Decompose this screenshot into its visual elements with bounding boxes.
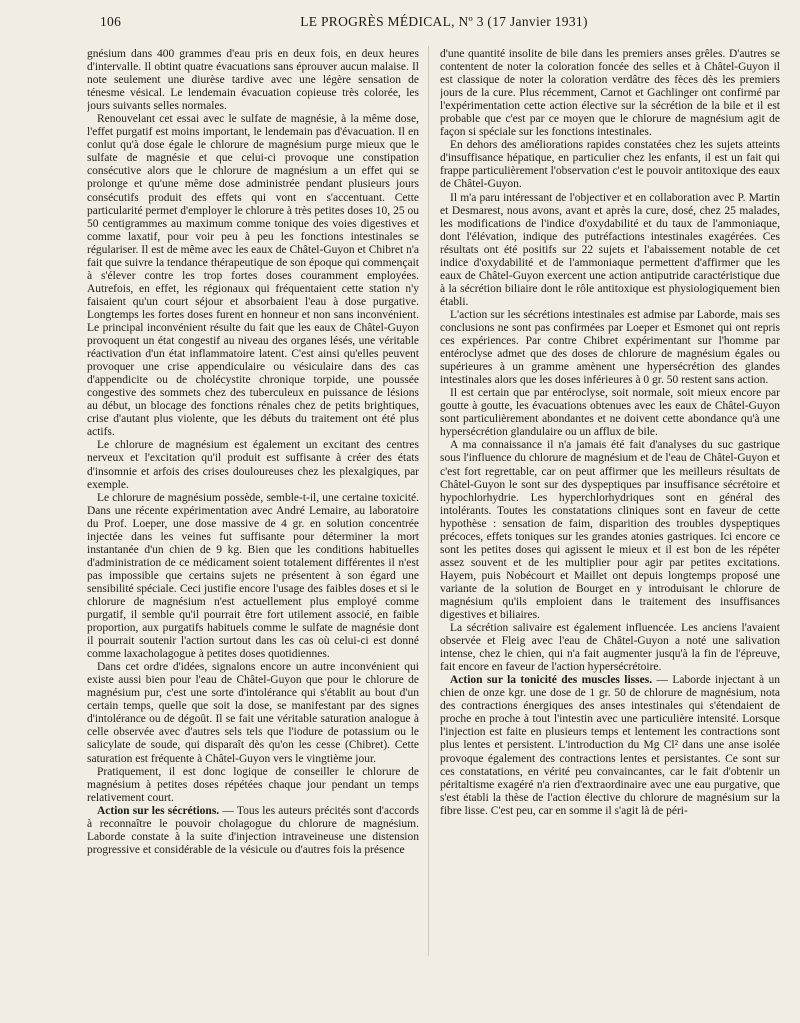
paragraph: A ma connaissance il n'a jamais été fait d'analyses du suc gastrique sous l'influence du chlorure de magnésium et de l'eau de Châtel-Guyon et c'est fort regrettable, car on peut affirmer que les meilleurs résultats de Châtel-Guyon le sont sur des dyspeptiques par insuffisance sécrétoire et hypochlorhydrie. Les hyperchlorhydriques sont en général des intolérants. Toutes les constatations cliniques sont en faveur de cette hypothèse : sensation de faim, disparition des troubles dyspeptiques précoces, effets toniques sur les grandes atonies gastriques. Ici encore ce sont les petites doses qui agissent le mieux et il est bon de les répéter assez souvent et de les multiplier pour agir par petites excitations. Hayem, puis Nobécourt et Maillet ont depuis longtemps proposé une variante de la solution de Bourget en y introduisant le chlorure de magnésium qu'ils emploient dans le traitement des insuffisances digestives et biliaires. xyxy=(440,439,780,622)
section-paragraph xyxy=(87,805,419,857)
paragraph: Pratiquement, il est donc logique de conseiller le chlorure de magnésium à petites doses répétées chaque jour pendant un temps relativement court. xyxy=(87,765,419,804)
paragraph: Le chlorure de magnésium est également un excitant des centres nerveux et l'excitation qu'il produit est suffisante à créer des états d'insomnie et arfois des crises douloureuses chez les plexalgiques, par exemple. xyxy=(87,439,419,491)
paragraph: La sécrétion salivaire est également influencée. Les anciens l'avaient observée et Fleig avec l'eau de Châtel-Guyon a noté une salivation intense, chez le chien, qui n'a fait augmenter jusqu'à la fin de l'épreuve, fait encore en faveur de l'action hypersécrétoire. xyxy=(440,622,780,674)
paragraph: Le chlorure de magnésium possède, semble-t-il, une certaine toxicité. Dans une récente expérimentation avec André Lemaire, au laboratoire du Prof. Loeper, une dose massive de 4 gr. en solution concentrée injectée dans les veines fut suffisante pour déterminer la mort instantanée d'un chien de 9 kg. Bien que les conditions habituelles d'administration de ce médicament soient totalement différentes il n'est pas impossible que certains sujets ne présentent à son égard une sensibilité spéciale. Ceci justifie encore l'usage des faibles doses et si le chlorure de magnésium n'est actuellement plus employé comme purgatif, il semble qu'il pourrait être fort utilement associé, en faible proportion, aux purgatifs habituels comme le sulfate de magnésie dont il pourrait soutenir l'action surtout dans les cas où celui-ci est donné comme laxacholagogue à petites doses quotidiennes. xyxy=(87,491,419,661)
section-text: — Laborde injectant à un chien de onze kgr. une dose de 1 gr. 50 de chlorure de magnésium, nota des contractions énergiques des anses intestinales qui s'étendaient de proche en proche à tout l'intestin avec une particulière intensité. Lorsque l'injection est faite en plusieurs temps et lentement les contractions sont plus lentes et persistent. L'introduction du Mg Cl² dans une anse isolée provoque également des contractions lentes et persistantes. Ce sont sur ces constatations, en vérité peu convaincantes, car le fait d'obtenir un péritaltisme exagéré n'a rien d'extraordinaire avec une eau purgative, que s'est établi la thèse de l'action élective du chlorure de magnésium sur la fibre lisse. C'est peu, car en somme il s'agit là de péri- xyxy=(440,674,780,817)
column-divider xyxy=(428,46,429,956)
section-heading: Action sur la tonicité des muscles lisses. xyxy=(450,674,653,687)
paragraph: gnésium dans 400 grammes d'eau pris en deux fois, en deux heures d'intervalle. Il obtint quatre évacuations sans éprouver aucun malaise. Il note seulement une diurèse tardive avec une légère sensation de ténesme vésical. Le lendemain évacuation copieuse très colorée, les jours suivants selles normales. xyxy=(87,48,419,113)
paragraph: En dehors des améliorations rapides constatées chez les sujets atteints d'insuffisance hépatique, en particulier chez les enfants, il est un fait qui frappe particulièrement l'observation c'est le pouvoir antitoxique des eaux de Châtel-Guyon. xyxy=(440,139,780,191)
paragraph: Il m'a paru intéressant de l'objectiver et en collaboration avec P. Martin et Desmarest, nous avons, avant et après la cure, dosé, chez 25 malades, les modifications de l'indice d'oxydabilité et du taux de l'ammoniaque, dont l'élévation, indique des putréfactions intestinales exagérées. Ces résultats ont été positifs sur 22 sujets et l'abaissement notable de cet indice d'oxydabilité et de l'ammoniaque permettent d'affirmer que les eaux de Châtel-Guyon exercent une action antiputride caractéristique due à la sécrétion biliaire dont le rôle antitoxique est physiologiquement bien établi. xyxy=(440,191,780,308)
running-header xyxy=(100,14,788,32)
paragraph: Il est certain que par entéroclyse, soit normale, soit mieux encore par goutte à goutte, les évacuations obtenues avec les eaux de Châtel-Guyon sont particulièrement abondantes et ne doivent cette abondance qu'à une hypersécrétion glandulaire ou un afflux de bile. xyxy=(440,387,780,439)
paragraph: d'une quantité insolite de bile dans les premiers anses grêles. D'autres se contentent de noter la coloration foncée des selles et à Châtel-Guyon il est classique de noter la coloration verdâtre des fèces dès les premiers jours de la cure. Plus récemment, Carnot et Gachlinger ont confirmé par l'expérimentation cette action élective sur la sécrétion de la bile et il est probable que c'est par ce moyen que le chlorure de magnésium agit de façon si spéciale sur les fonctions intestinales. xyxy=(440,48,780,139)
left-column xyxy=(87,48,419,1003)
paragraph: Dans cet ordre d'idées, signalons encore un autre inconvénient qui existe aussi bien pour l'eau de Châtel-Guyon que pour le chlorure de magnésium pur, c'est une sorte d'intolérance qui s'établit au bout d'un certain temps, quelle que soit la dose, se manifestant par des signes d'intolérance ou de dégoût. Il se fait une véritable saturation analogue à celle observée avec d'autres sels tels que l'iodure de potassium ou le salicylate de soude, qui disparaît dès qu'on les cesse (Chibret). Cette saturation est fréquente à Châtel-Guyon vers le vingtième jour. xyxy=(87,661,419,765)
section-text: — Tous les auteurs précités sont d'accords à reconnaître le pouvoir cholagogue du chlorure de magnésium. Laborde constate à la suite d'injection intraveineuse une distension progressive et considérable de la vésicule ou d'autres fois la présence xyxy=(87,804,419,856)
journal-title: LE PROGRÈS MÉDICAL, Nº 3 (17 Janvier 1931) xyxy=(300,14,588,29)
right-column xyxy=(440,48,780,1003)
section-heading: Action sur les sécrétions. xyxy=(97,804,220,817)
page-number: 106 xyxy=(100,14,122,29)
paragraph: Renouvelant cet essai avec le sulfate de magnésie, à la même dose, l'effet purgatif est moins important, le lendemain pas d'évacuation. Il en conlut qu'à dose égale le chlorure de magnésium purge mieux que le sulfate de magnésie et que celui-ci provoque une constipation consécutive alors que le chlorure de magnésium a un effet qui se prolonge et qu'une même dose administrée pendant plusieurs jours consécutifs produit des effets qui vont en s'accentuant. Cette particularité permet d'employer le chlorure à très petites doses 10, 25 ou 50 centigrammes au maximum comme tonique des voies digestives et comme laxatif, pour voir peu à peu les fonctions intestinales se régulariser. Il est de même avec les eaux de Châtel-Guyon et Chibret n'a fait que suivre la tendance thérapeutique de son époque qui commençait à s'élever contre les trop fortes doses couramment employées. Autrefois, en effet, les régionaux qui fréquentaient cette station n'y faisaient qu'un court séjour et absorbaient l'eau à dose purgative. Longtemps les fortes doses furent en honneur et non sans inconvénient. Le principal inconvénient résulte du fait que les eaux de Châtel-Guyon provoquent un état congestif au niveau des organes lésés, une véritable réactivation d'un état inflammatoire latent. C'est ainsi qu'elles peuvent provoquer une crise appendiculaire ou vésiculaire dans des cas d'appendicite ou de cholécystite chronique torpide, une poussée congestive des sommets chez des tuberculeux en puissance de lésions au début, un blocage des fonctions rénales chez de petits brightiques, crise d'autant plus violente, que les débuts du traitement ont été plus actifs. xyxy=(87,113,419,439)
paragraph: L'action sur les sécrétions intestinales est admise par Laborde, mais ses conclusions ne sont pas confirmées par Loeper et Esmonet qui ont repris ces expériences. Par contre Chibret expérimentant sur l'homme par entéroclyse admet que des doses de chlorure de magnésium égales ou supérieures à un gramme amènent une hypersécrétion des glandes intestinales alors que les doses inférieures à 0 gr. 50 restent sans action. xyxy=(440,308,780,387)
section-paragraph xyxy=(440,674,780,818)
